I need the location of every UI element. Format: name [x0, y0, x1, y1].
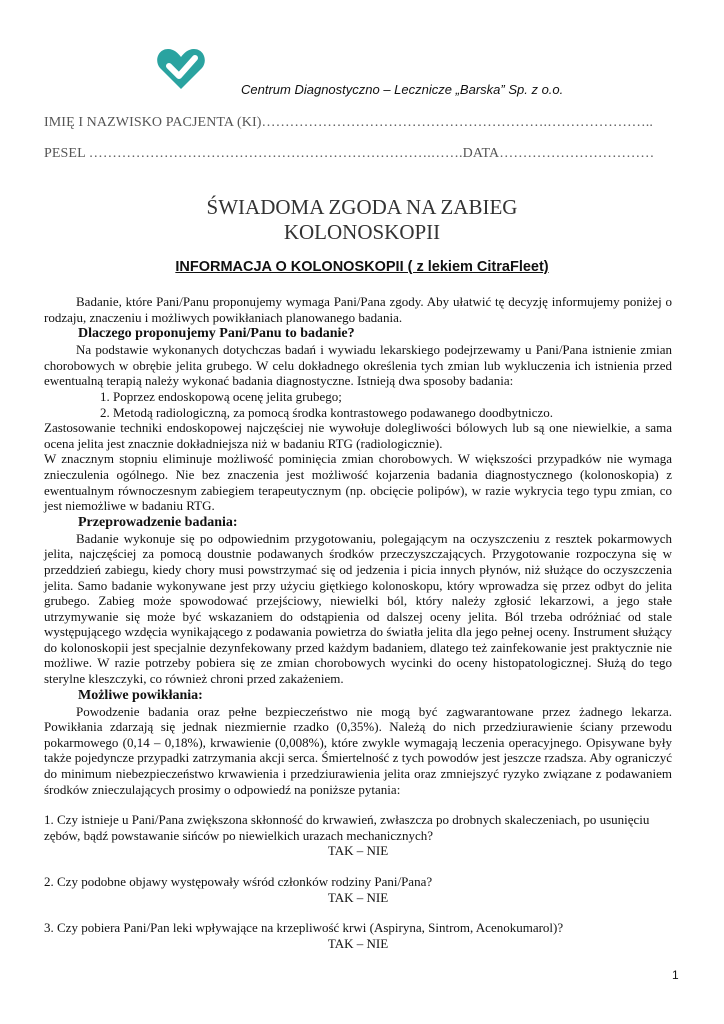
question-2: 2. Czy podobne objawy występowały wśród członków rodziny Pani/Pana? — [44, 874, 433, 889]
question-3: 3. Czy pobiera Pani/Pan leki wpływające na krzepliwość krwi (Aspiryna, Sintrom, Acenokumarol)? — [44, 920, 564, 936]
complications-paragraph: Powodzenie badania oraz pełne bezpieczeństwo nie mogą być zagwarantowane przez żadnego lekarza. Powikłania zdarzają się jednak niezmiernie rzadko (0,35%). Należą do nich przedziurawienie ściany przewodu pokarmowego (0,14 – 0,18%), krwawienie (0,008%), które zwykle wymagają leczenia operacyjnego. Opisywane były także pojedyncze przypadki zatrzymania akcji serca. Śmiertelność z tych powodów jest jeszcze rzadsza. Aby ograniczyć do minimum niebezpieczeństwo krwawienia i przedziurawienia jelita oraz zmniejszyć ryzyko związane z podawaniem środków znieczulających prosimy o odpowiedź na poniższe pytania: — [44, 703, 672, 797]
answer-option-2[interactable]: TAK – NIE — [327, 889, 389, 905]
company-name: Centrum Diagnostyczno – Lecznicze „Barska” Sp. z o.o. — [241, 82, 564, 97]
section-heading-why: Dlaczego proponujemy Pani/Panu to badanie? — [78, 326, 355, 342]
procedure-paragraph: Badanie wykonuje się po odpowiednim przygotowaniu, polegającym na oczyszczeniu z resztek pokarmowych jelita, najczęściej za pomocą doustnie podawanych środków przeczyszczających. Przygotowanie rozpoczyna się w przeddzień zabiegu, kiedy chory musi powstrzymać się od jedzenia i picia innych płynów, niż służące do oczyszczenia jelita. Samo badanie wykonywane jest przy użyciu giętkiego kolonoskopu, który wprowadza się przez odbyt do jelita grubego. Zabieg może spowodować przejściowy, niewielki ból, który należy zgłosić lekarzowi, a jego stałe utrzymywanie się może być wskazaniem do odstąpienia od dalszej oceny jelita. Ból trzeba odróżniać od stale występującego wzdęcia wynikającego z podawania powietrza do światła jelita dla jego pełnej oceny. Instrument służący do kolonoskopii jest specjalnie dezynfekowany przed każdym badaniem, dlatego też zainfekowanie jest praktycznie nie możliwe. W razie potrzeby pobiera się ze zmian chorobowych wycinki do oceny histopatologicznej. Służą do tego sterylne kleszczyki, co również chroni przed zakażeniem. — [44, 530, 672, 687]
document-title-line-1: ŚWIADOMA ZGODA NA ZABIEG — [206, 195, 518, 219]
advantages-paragraph: W znacznym stopniu eliminuje możliwość pominięcia zmian chorobowych. W większości przypadków nie wymaga znieczulenia ogólnego. Nie bez znaczenia jest możliwość kojarzenia badania diagnostycznego (kolonoskopia) z ewentualnym równoczesnym zabiegiem terapeutycznym (np. obcięcie polipów), w razie wykrycia tego typu zmian, co jest niemożliwe w badaniu RTG. — [44, 451, 672, 514]
answer-option-1[interactable]: TAK – NIE — [327, 843, 389, 859]
endoscopy-paragraph: Zastosowanie techniki endoskopowej najczęściej nie wywołuje dolegliwości bólowych lub są one niewielkie, a sama ocena jelita jest znacznie dokładniejsza niż w badaniu RTG (radiologicznie). — [44, 420, 672, 451]
answer-option-3[interactable]: TAK – NIE — [327, 935, 389, 951]
why-paragraph: Na podstawie wykonanych dotychczas badań i wywiadu lekarskiego podejrzewamy u Pani/Pana istnienie zmian chorobowych w obrębie jelita grubego. W celu dokładnego określenia tych zmian lub wykluczenia ich istnienia przed ewentualną terapią należy wykonać badania diagnostyczne. Istnieją dwa sposoby badania: — [44, 342, 672, 389]
clinic-logo — [155, 45, 207, 93]
heart-checkmark-icon — [155, 45, 207, 93]
method-list-item-2: 2. Metodą radiologiczną, za pomocą środka kontrastowego podawanego doodbytniczo. — [100, 404, 554, 420]
document-title-line-2: KOLONOSKOPII — [283, 220, 441, 244]
intro-paragraph: Badanie, które Pani/Panu proponujemy wymaga Pani/Pana zgody. Aby ułatwić tę decyzję informujemy poniżej o rodzaju, znaczeniu i możliwych powikłaniach planowanego badania. — [44, 294, 672, 325]
pesel-date-field: PESEL ……………………………………………………………….…….DATA…………………………… — [44, 146, 655, 161]
page-number: 1 — [672, 968, 679, 982]
section-heading-procedure: Przeprowadzenie badania: — [78, 514, 238, 530]
question-1: 1. Czy istnieje u Pani/Pana zwiększona skłonność do krwawień, zwłaszcza po drobnych skaleczeniach, po usunięciu zębów, bądź powstawanie sińców po niewielkich urazach mechanicznych? — [44, 812, 650, 843]
information-subtitle: INFORMACJA O KOLONOSKOPII ( z lekiem CitraFleet) — [175, 259, 549, 275]
patient-name-field: IMIĘ I NAZWISKO PACJENTA (KI)…………………………………………………….………………….. — [44, 115, 653, 130]
document-body — [44, 294, 672, 951]
method-list-item-1: 1. Poprzez endoskopową ocenę jelita grubego; — [100, 388, 342, 404]
section-heading-complications: Możliwe powikłania: — [78, 687, 203, 703]
